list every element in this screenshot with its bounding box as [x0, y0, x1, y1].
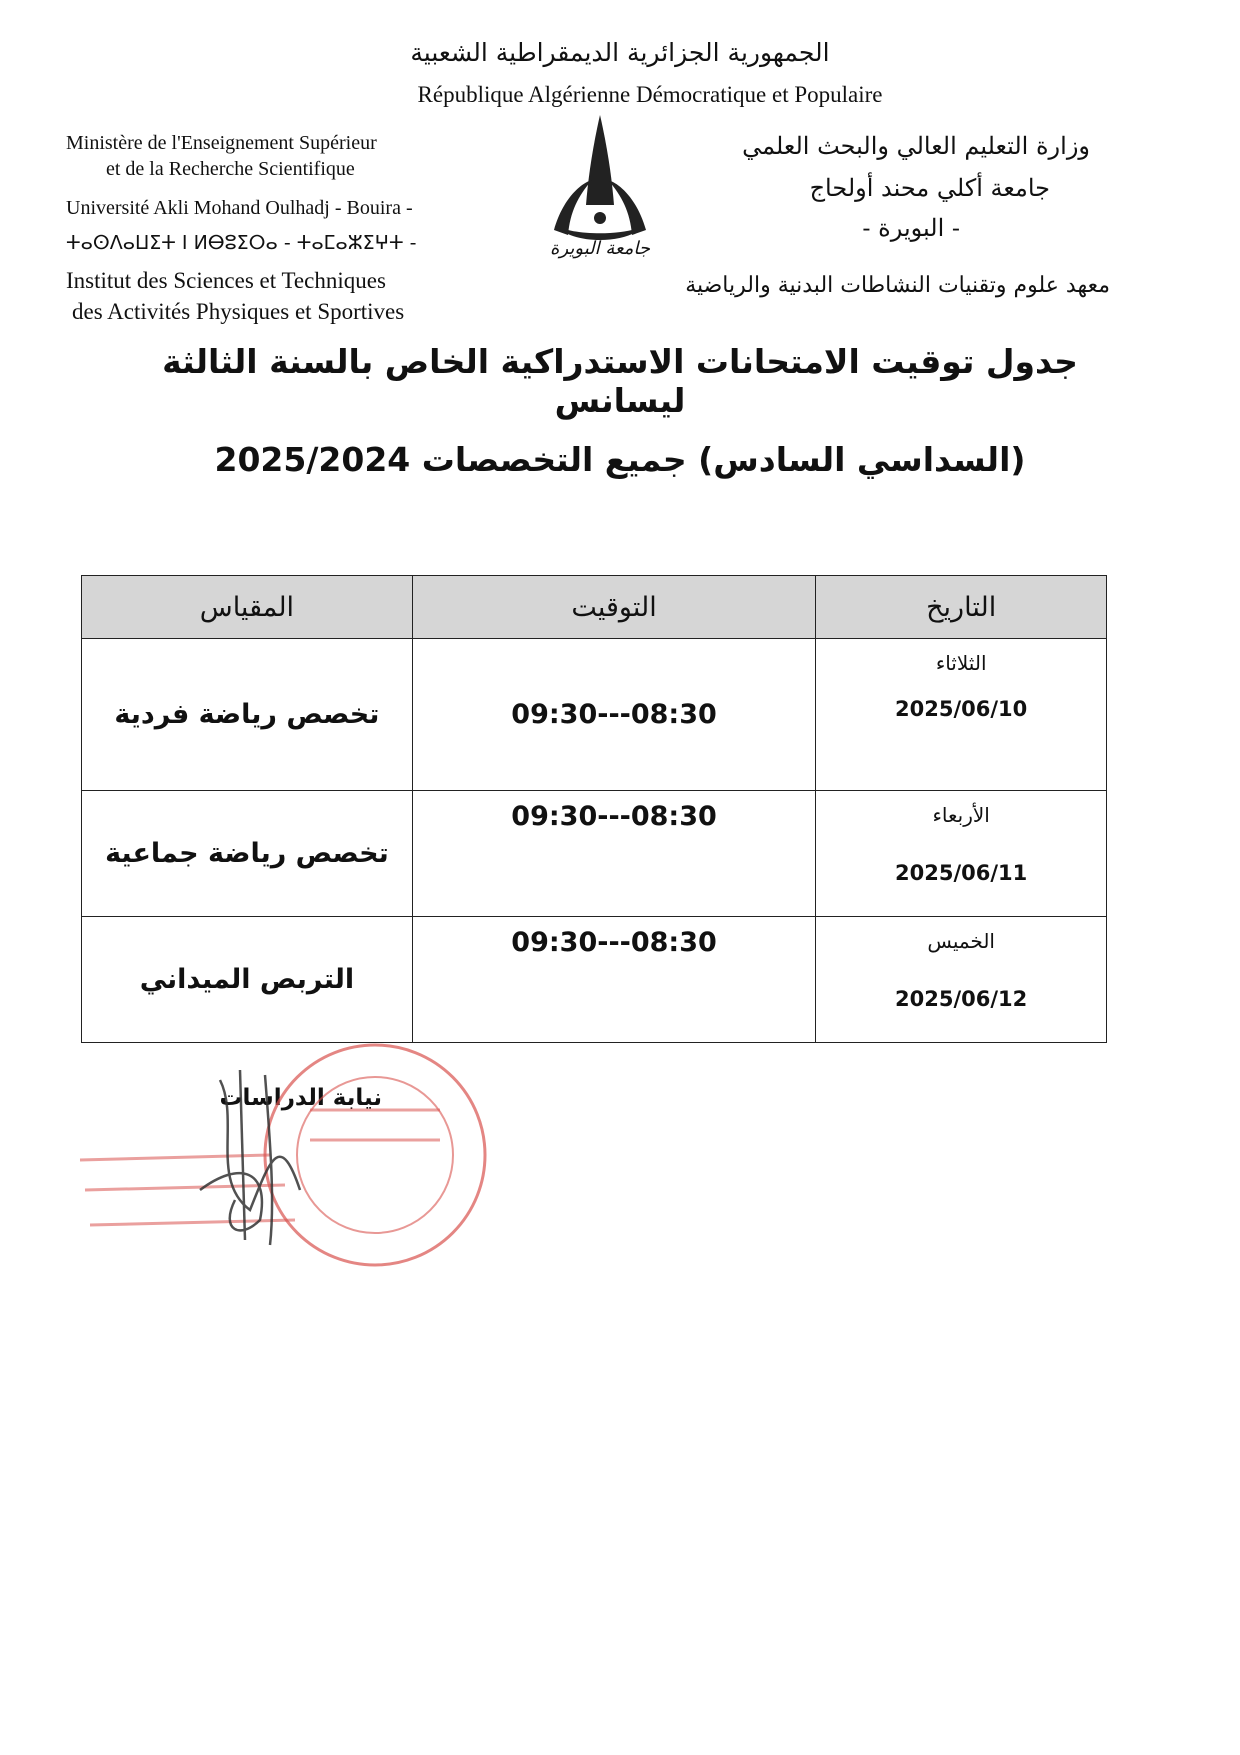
module-cell: تخصص رياضة فردية	[82, 639, 413, 791]
ministry-fr-line2: et de la Recherche Scientifique	[106, 158, 355, 180]
header-time: التوقيت	[412, 576, 816, 639]
institute-ar: معهد علوم وتقنيات النشاطات البدنية والرياضية	[685, 273, 1110, 298]
republic-french: République Algérienne Démocratique et Populaire	[417, 82, 883, 107]
date-cell	[816, 639, 1107, 791]
ministry-fr-line1: Ministère de l'Enseignement Supérieur	[66, 132, 377, 154]
table-row	[82, 639, 1107, 791]
module-cell: تخصص رياضة جماعية	[82, 791, 413, 917]
module-cell: التربص الميداني	[82, 917, 413, 1043]
university-tifinagh: ⵜⴰⵙⴷⴰⵡⵉⵜ ⵏ ⵍⴱⵓⵉⵔⴰ - ⵜⴰⵎⴰⵣⵉⵖⵜ -	[66, 232, 417, 254]
official-stamp	[70, 1040, 490, 1300]
table-row	[82, 791, 1107, 917]
institute-fr-line2: des Activités Physiques et Sportives	[72, 299, 405, 324]
university-fr: Université Akli Mohand Oulhadj - Bouira -	[66, 197, 413, 219]
studies-office-label: نيابة الدراسات	[219, 1085, 382, 1111]
table-header-row	[82, 576, 1107, 639]
city-ar: - البويرة -	[862, 214, 960, 242]
institute-fr-line1: Institut des Sciences et Techniques	[66, 268, 386, 293]
date-value: 2025/06/12	[895, 987, 1028, 1011]
university-ar: جامعة أكلي محند أولحاج	[809, 174, 1050, 202]
date-cell	[816, 917, 1107, 1043]
table-row	[82, 917, 1107, 1043]
header-module: المقياس	[82, 576, 413, 639]
time-cell: 09:30---08:30	[412, 917, 816, 1043]
day-name: الأربعاء	[932, 803, 990, 827]
date-cell	[816, 791, 1107, 917]
republic-arabic: الجمهورية الجزائرية الديمقراطية الشعبية	[410, 38, 830, 67]
date-value: 2025/06/10	[895, 697, 1028, 721]
day-name: الخميس	[927, 929, 995, 953]
date-value: 2025/06/11	[895, 861, 1028, 885]
page-title-line2: (السداسي السادس) جميع التخصصات 2025/2024	[214, 440, 1026, 479]
ministry-ar: وزارة التعليم العالي والبحث العلمي	[742, 132, 1090, 160]
time-cell: 09:30---08:30	[412, 791, 816, 917]
logo-caption: جامعة البويرة	[550, 238, 650, 259]
day-name: الثلاثاء	[935, 651, 987, 675]
header-date: التاريخ	[816, 576, 1107, 639]
page-title-line1: جدول توقيت الامتحانات الاستدراكية الخاص بالسنة الثالثة ليسانس	[162, 342, 1078, 420]
exam-schedule-table	[81, 575, 1107, 1043]
time-cell: 09:30---08:30	[412, 639, 816, 791]
